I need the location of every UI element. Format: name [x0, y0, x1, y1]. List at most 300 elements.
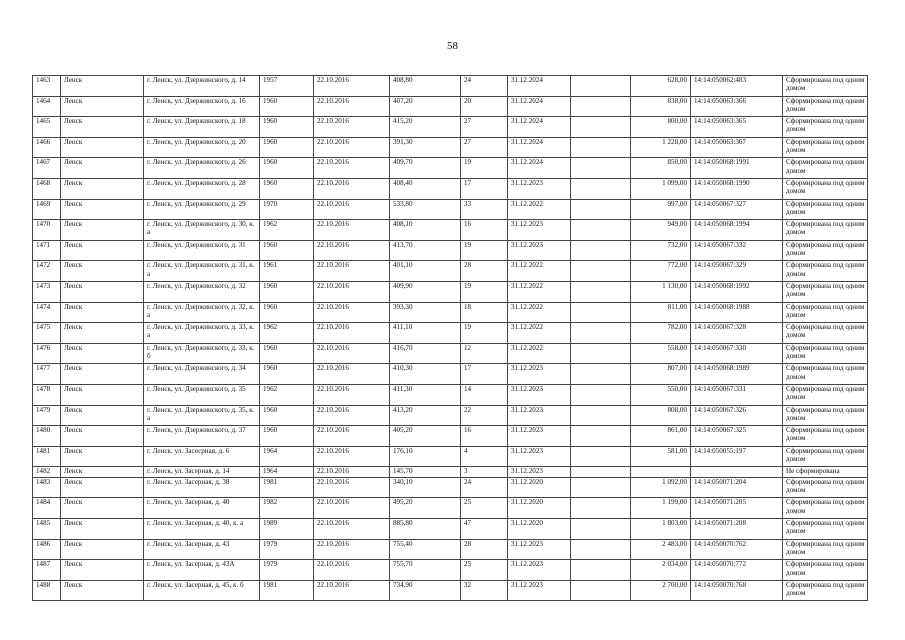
- residents-cell: 33: [461, 199, 508, 220]
- row-number-cell: 1485: [33, 519, 61, 540]
- row-number-cell: 1472: [33, 261, 61, 282]
- residents-cell: 22: [461, 405, 508, 426]
- land-area-cell: 949,00: [631, 220, 691, 241]
- address-cell: г. Ленск, ул. Дзержинского, д. 34: [144, 364, 260, 385]
- land-area-cell: [631, 467, 691, 478]
- deadline-cell: 31.12.2023: [508, 426, 571, 447]
- cadastral-number-cell: 14:14:050067:331: [691, 384, 783, 405]
- table-row: [33, 426, 868, 447]
- build-year-cell: 1960: [260, 302, 314, 323]
- land-status-cell: Сформирована под одним домом: [783, 446, 868, 467]
- city-cell: Ленск: [61, 199, 144, 220]
- city-cell: Ленск: [61, 580, 144, 601]
- area-cell: 495,20: [390, 498, 461, 519]
- cadastral-number-cell: 14:14:050067:327: [691, 199, 783, 220]
- land-area-cell: 2 483,00: [631, 539, 691, 560]
- build-year-cell: 1960: [260, 117, 314, 138]
- build-year-cell: 1960: [260, 343, 314, 364]
- row-number-cell: 1488: [33, 580, 61, 601]
- residents-cell: 28: [461, 539, 508, 560]
- empty-cell: [571, 302, 631, 323]
- empty-cell: [571, 76, 631, 97]
- land-status-cell: Сформирована под одним домом: [783, 96, 868, 117]
- row-number-cell: 1486: [33, 539, 61, 560]
- land-status-cell: Сформирована под одним домом: [783, 539, 868, 560]
- land-area-cell: 1 228,00: [631, 137, 691, 158]
- empty-cell: [571, 364, 631, 385]
- address-cell: г. Ленск, ул. Дзержинского, д. 29: [144, 199, 260, 220]
- area-cell: 755,70: [390, 560, 461, 581]
- table-row: [33, 158, 868, 179]
- city-cell: Ленск: [61, 323, 144, 344]
- residents-cell: 19: [461, 240, 508, 261]
- build-year-cell: 1962: [260, 384, 314, 405]
- cadastral-number-cell: 14:14:050070:772: [691, 560, 783, 581]
- empty-cell: [571, 498, 631, 519]
- residents-cell: 24: [461, 477, 508, 498]
- empty-cell: [571, 158, 631, 179]
- residents-cell: 24: [461, 76, 508, 97]
- table-row: [33, 261, 868, 282]
- inclusion-date-cell: 22.10.2016: [314, 178, 390, 199]
- cadastral-number-cell: 14:14:050063:365: [691, 117, 783, 138]
- residents-cell: 18: [461, 302, 508, 323]
- land-area-cell: 838,00: [631, 96, 691, 117]
- inclusion-date-cell: 22.10.2016: [314, 426, 390, 447]
- deadline-cell: 31.12.2023: [508, 178, 571, 199]
- residents-cell: 4: [461, 446, 508, 467]
- area-cell: 393,30: [390, 302, 461, 323]
- address-cell: г. Ленск, ул. Дзержинского, д. 20: [144, 137, 260, 158]
- table-row: [33, 560, 868, 581]
- land-area-cell: 581,00: [631, 446, 691, 467]
- city-cell: Ленск: [61, 405, 144, 426]
- area-cell: 391,30: [390, 137, 461, 158]
- city-cell: Ленск: [61, 158, 144, 179]
- land-status-cell: Сформирована под одним домом: [783, 519, 868, 540]
- city-cell: Ленск: [61, 343, 144, 364]
- land-status-cell: Сформирована под одним домом: [783, 405, 868, 426]
- inclusion-date-cell: 22.10.2016: [314, 477, 390, 498]
- inclusion-date-cell: 22.10.2016: [314, 384, 390, 405]
- build-year-cell: 1960: [260, 426, 314, 447]
- inclusion-date-cell: 22.10.2016: [314, 539, 390, 560]
- table-row: [33, 539, 868, 560]
- land-status-cell: Сформирована под одним домом: [783, 240, 868, 261]
- land-area-cell: 1 130,00: [631, 281, 691, 302]
- row-number-cell: 1469: [33, 199, 61, 220]
- land-area-cell: 1 099,00: [631, 178, 691, 199]
- address-cell: г. Ленск, ул. Засерная, д. 43А: [144, 560, 260, 581]
- land-status-cell: Сформирована под одним домом: [783, 323, 868, 344]
- deadline-cell: 31.12.2020: [508, 498, 571, 519]
- residents-cell: 12: [461, 343, 508, 364]
- address-cell: г. Ленск, ул. Дзержинского, д. 32: [144, 281, 260, 302]
- build-year-cell: 1970: [260, 199, 314, 220]
- row-number-cell: 1470: [33, 220, 61, 241]
- row-number-cell: 1475: [33, 323, 61, 344]
- deadline-cell: 31.12.2023: [508, 539, 571, 560]
- build-year-cell: 1979: [260, 560, 314, 581]
- area-cell: 409,70: [390, 158, 461, 179]
- row-number-cell: 1487: [33, 560, 61, 581]
- cadastral-number-cell: 14:14:050067:332: [691, 240, 783, 261]
- city-cell: Ленск: [61, 519, 144, 540]
- area-cell: 407,20: [390, 96, 461, 117]
- empty-cell: [571, 323, 631, 344]
- address-cell: г. Ленск, ул. Дзержинского, д. 37: [144, 426, 260, 447]
- empty-cell: [571, 240, 631, 261]
- land-status-cell: Не сформирована: [783, 467, 868, 478]
- cadastral-number-cell: 14:14:050067:328: [691, 323, 783, 344]
- inclusion-date-cell: 22.10.2016: [314, 580, 390, 601]
- area-cell: 401,10: [390, 261, 461, 282]
- address-cell: г. Ленск, ул. Дзержинского, д. 35: [144, 384, 260, 405]
- row-number-cell: 1465: [33, 117, 61, 138]
- table-row: [33, 446, 868, 467]
- area-cell: 410,30: [390, 364, 461, 385]
- land-status-cell: Сформирована под одним домом: [783, 178, 868, 199]
- build-year-cell: 1962: [260, 220, 314, 241]
- inclusion-date-cell: 22.10.2016: [314, 467, 390, 478]
- area-cell: 145,70: [390, 467, 461, 478]
- city-cell: Ленск: [61, 178, 144, 199]
- address-cell: г. Ленск, ул. Дзержинского, д. 33, к. а: [144, 323, 260, 344]
- build-year-cell: 1960: [260, 405, 314, 426]
- empty-cell: [571, 446, 631, 467]
- deadline-cell: 31.12.2023: [508, 560, 571, 581]
- address-cell: г. Ленск, ул. Дзержинского, д. 28: [144, 178, 260, 199]
- land-area-cell: 2 034,00: [631, 560, 691, 581]
- build-year-cell: 1962: [260, 323, 314, 344]
- residents-cell: 19: [461, 158, 508, 179]
- empty-cell: [571, 426, 631, 447]
- row-number-cell: 1481: [33, 446, 61, 467]
- empty-cell: [571, 580, 631, 601]
- build-year-cell: 1961: [260, 261, 314, 282]
- cadastral-number-cell: 14:14:050067:329: [691, 261, 783, 282]
- empty-cell: [571, 405, 631, 426]
- table-row: [33, 302, 868, 323]
- land-status-cell: Сформирована под одним домом: [783, 137, 868, 158]
- row-number-cell: 1479: [33, 405, 61, 426]
- row-number-cell: 1484: [33, 498, 61, 519]
- residents-cell: 28: [461, 261, 508, 282]
- area-cell: 755,40: [390, 539, 461, 560]
- inclusion-date-cell: 22.10.2016: [314, 446, 390, 467]
- cadastral-number-cell: 14:14:050068:1994: [691, 220, 783, 241]
- row-number-cell: 1483: [33, 477, 61, 498]
- inclusion-date-cell: 22.10.2016: [314, 302, 390, 323]
- address-cell: г. Ленск, ул. Засерная, д. 38: [144, 477, 260, 498]
- deadline-cell: 31.12.2023: [508, 364, 571, 385]
- table-row: [33, 405, 868, 426]
- row-number-cell: 1463: [33, 76, 61, 97]
- land-area-cell: 732,00: [631, 240, 691, 261]
- deadline-cell: 31.12.2020: [508, 519, 571, 540]
- city-cell: Ленск: [61, 539, 144, 560]
- cadastral-number-cell: 14:14:050068:1988: [691, 302, 783, 323]
- area-cell: 408,80: [390, 76, 461, 97]
- deadline-cell: 31.12.2022: [508, 261, 571, 282]
- build-year-cell: 1964: [260, 446, 314, 467]
- land-area-cell: 782,00: [631, 323, 691, 344]
- city-cell: Ленск: [61, 560, 144, 581]
- cadastral-number-cell: 14:14:050070:768: [691, 580, 783, 601]
- address-cell: г. Ленск, ул. Засерная, д. 40, к. а: [144, 519, 260, 540]
- cadastral-number-cell: 14:14:050067:325: [691, 426, 783, 447]
- empty-cell: [571, 467, 631, 478]
- city-cell: Ленск: [61, 477, 144, 498]
- land-area-cell: 628,00: [631, 76, 691, 97]
- empty-cell: [571, 519, 631, 540]
- residents-cell: 17: [461, 364, 508, 385]
- residents-cell: 16: [461, 220, 508, 241]
- deadline-cell: 31.12.2023: [508, 467, 571, 478]
- cadastral-number-cell: 14:14:050071:208: [691, 519, 783, 540]
- area-cell: 405,20: [390, 426, 461, 447]
- land-area-cell: 1 092,00: [631, 477, 691, 498]
- row-number-cell: 1468: [33, 178, 61, 199]
- table-row: [33, 220, 868, 241]
- inclusion-date-cell: 22.10.2016: [314, 240, 390, 261]
- city-cell: Ленск: [61, 384, 144, 405]
- empty-cell: [571, 539, 631, 560]
- residents-cell: 20: [461, 96, 508, 117]
- residents-cell: 27: [461, 117, 508, 138]
- row-number-cell: 1480: [33, 426, 61, 447]
- cadastral-number-cell: 14:14:050062:483: [691, 76, 783, 97]
- table-row: [33, 178, 868, 199]
- cadastral-number-cell: 14:14:050071:204: [691, 477, 783, 498]
- area-cell: 411,10: [390, 323, 461, 344]
- land-status-cell: Сформирована под одним домом: [783, 261, 868, 282]
- land-status-cell: Сформирована под одним домом: [783, 158, 868, 179]
- cadastral-number-cell: 14:14:050067:326: [691, 405, 783, 426]
- address-cell: г. Ленск, ул. Дзержинского, д. 32, к. а: [144, 302, 260, 323]
- deadline-cell: 31.12.2024: [508, 158, 571, 179]
- area-cell: 411,30: [390, 384, 461, 405]
- cadastral-number-cell: 14:14:050070:762: [691, 539, 783, 560]
- build-year-cell: 1960: [260, 240, 314, 261]
- address-cell: г. Ленск, ул. Дзержинского, д. 35, к. а: [144, 405, 260, 426]
- build-year-cell: 1960: [260, 137, 314, 158]
- table-row: [33, 498, 868, 519]
- build-year-cell: 1960: [260, 178, 314, 199]
- area-cell: 340,10: [390, 477, 461, 498]
- address-cell: г. Ленск, ул. Засерная, д. 45, к. б: [144, 580, 260, 601]
- land-area-cell: 2 700,00: [631, 580, 691, 601]
- deadline-cell: 31.12.2023: [508, 384, 571, 405]
- land-area-cell: 861,00: [631, 426, 691, 447]
- cadastral-number-cell: 14:14:050063:367: [691, 137, 783, 158]
- deadline-cell: 31.12.2023: [508, 580, 571, 601]
- city-cell: Ленск: [61, 240, 144, 261]
- inclusion-date-cell: 22.10.2016: [314, 519, 390, 540]
- residents-cell: 25: [461, 560, 508, 581]
- city-cell: Ленск: [61, 467, 144, 478]
- city-cell: Ленск: [61, 426, 144, 447]
- city-cell: Ленск: [61, 261, 144, 282]
- deadline-cell: 31.12.2023: [508, 220, 571, 241]
- inclusion-date-cell: 22.10.2016: [314, 199, 390, 220]
- inclusion-date-cell: 22.10.2016: [314, 405, 390, 426]
- table-row: [33, 343, 868, 364]
- address-cell: г. Ленск, ул. Дзержинского, д. 16: [144, 96, 260, 117]
- residents-cell: 19: [461, 323, 508, 344]
- land-area-cell: 811,00: [631, 302, 691, 323]
- land-status-cell: Сформирована под одним домом: [783, 117, 868, 138]
- cadastral-number-cell: 14:14:050063:366: [691, 96, 783, 117]
- land-area-cell: 997,00: [631, 199, 691, 220]
- land-status-cell: Сформирована под одним домом: [783, 477, 868, 498]
- address-cell: г. Ленск, ул. Дзержинского, д. 26: [144, 158, 260, 179]
- address-cell: г. Ленск, ул. Дзержинского, д. 18: [144, 117, 260, 138]
- area-cell: 413,70: [390, 240, 461, 261]
- deadline-cell: 31.12.2024: [508, 137, 571, 158]
- build-year-cell: 1982: [260, 498, 314, 519]
- deadline-cell: 31.12.2024: [508, 117, 571, 138]
- empty-cell: [571, 220, 631, 241]
- empty-cell: [571, 178, 631, 199]
- table-row: [33, 199, 868, 220]
- cadastral-number-cell: [691, 467, 783, 478]
- table-row: [33, 323, 868, 344]
- table-row: [33, 364, 868, 385]
- row-number-cell: 1482: [33, 467, 61, 478]
- empty-cell: [571, 261, 631, 282]
- inclusion-date-cell: 22.10.2016: [314, 117, 390, 138]
- deadline-cell: 31.12.2022: [508, 343, 571, 364]
- empty-cell: [571, 117, 631, 138]
- residents-cell: 47: [461, 519, 508, 540]
- area-cell: 885,80: [390, 519, 461, 540]
- cadastral-number-cell: 14:14:050068:1991: [691, 158, 783, 179]
- area-cell: 533,80: [390, 199, 461, 220]
- table-row: [33, 467, 868, 478]
- cadastral-number-cell: 14:14:050071:205: [691, 498, 783, 519]
- city-cell: Ленск: [61, 364, 144, 385]
- inclusion-date-cell: 22.10.2016: [314, 261, 390, 282]
- land-area-cell: 1 803,00: [631, 519, 691, 540]
- cadastral-number-cell: 14:14:050068:1990: [691, 178, 783, 199]
- residents-cell: 17: [461, 178, 508, 199]
- land-area-cell: 807,00: [631, 364, 691, 385]
- deadline-cell: 31.12.2023: [508, 240, 571, 261]
- address-cell: г. Ленск, ул. Засерная, д. 40: [144, 498, 260, 519]
- land-status-cell: Сформирована под одним домом: [783, 199, 868, 220]
- build-year-cell: 1979: [260, 539, 314, 560]
- deadline-cell: 31.12.2023: [508, 446, 571, 467]
- area-cell: 408,40: [390, 178, 461, 199]
- address-cell: г. Ленск, ул. Дзержинского, д. 31: [144, 240, 260, 261]
- table-row: [33, 580, 868, 601]
- land-status-cell: Сформирована под одним домом: [783, 220, 868, 241]
- address-cell: г. Ленск, ул. Дзержинского, д. 31, к. а: [144, 261, 260, 282]
- build-year-cell: 1960: [260, 281, 314, 302]
- address-cell: г. Ленск, ул. Дзержинского, д. 14: [144, 76, 260, 97]
- row-number-cell: 1467: [33, 158, 61, 179]
- table-row: [33, 281, 868, 302]
- table-row: [33, 240, 868, 261]
- row-number-cell: 1471: [33, 240, 61, 261]
- empty-cell: [571, 96, 631, 117]
- page-number: 58: [447, 40, 458, 52]
- address-cell: г. Ленск, ул. Засесрная, д. 6: [144, 446, 260, 467]
- residents-cell: 3: [461, 467, 508, 478]
- cadastral-number-cell: 14:14:050067:330: [691, 343, 783, 364]
- land-status-cell: Сформирована под одним домом: [783, 384, 868, 405]
- empty-cell: [571, 199, 631, 220]
- build-year-cell: 1960: [260, 364, 314, 385]
- deadline-cell: 31.12.2022: [508, 323, 571, 344]
- cadastral-number-cell: 14:14:050068:1989: [691, 364, 783, 385]
- inclusion-date-cell: 22.10.2016: [314, 498, 390, 519]
- row-number-cell: 1464: [33, 96, 61, 117]
- row-number-cell: 1466: [33, 137, 61, 158]
- inclusion-date-cell: 22.10.2016: [314, 220, 390, 241]
- land-status-cell: Сформирована под одним домом: [783, 580, 868, 601]
- cadastral-number-cell: 14:14:050068:1992: [691, 281, 783, 302]
- address-cell: г. Ленск, ул. Дзержинского, д. 30, к. а: [144, 220, 260, 241]
- city-cell: Ленск: [61, 220, 144, 241]
- land-status-cell: Сформирована под одним домом: [783, 302, 868, 323]
- address-cell: г. Ленск, ул. Засерная, д. 14: [144, 467, 260, 478]
- row-number-cell: 1477: [33, 364, 61, 385]
- deadline-cell: 31.12.2022: [508, 199, 571, 220]
- cadastral-number-cell: 14:14:050055:197: [691, 446, 783, 467]
- residents-cell: 19: [461, 281, 508, 302]
- inclusion-date-cell: 22.10.2016: [314, 281, 390, 302]
- city-cell: Ленск: [61, 117, 144, 138]
- residents-cell: 32: [461, 580, 508, 601]
- residents-cell: 14: [461, 384, 508, 405]
- deadline-cell: 31.12.2024: [508, 96, 571, 117]
- city-cell: Ленск: [61, 302, 144, 323]
- inclusion-date-cell: 22.10.2016: [314, 343, 390, 364]
- inclusion-date-cell: 22.10.2016: [314, 137, 390, 158]
- land-status-cell: Сформирована под одним домом: [783, 76, 868, 97]
- address-cell: г. Ленск, ул. Засерная, д. 43: [144, 539, 260, 560]
- inclusion-date-cell: 22.10.2016: [314, 76, 390, 97]
- empty-cell: [571, 560, 631, 581]
- land-area-cell: 1 199,00: [631, 498, 691, 519]
- area-cell: 415,20: [390, 117, 461, 138]
- land-status-cell: Сформирована под одним домом: [783, 426, 868, 447]
- deadline-cell: 31.12.2022: [508, 281, 571, 302]
- table-row: [33, 96, 868, 117]
- inclusion-date-cell: 22.10.2016: [314, 323, 390, 344]
- table-row: [33, 519, 868, 540]
- land-area-cell: 550,00: [631, 384, 691, 405]
- deadline-cell: 31.12.2022: [508, 302, 571, 323]
- residents-cell: 25: [461, 498, 508, 519]
- land-status-cell: Сформирована под одним домом: [783, 281, 868, 302]
- build-year-cell: 1981: [260, 580, 314, 601]
- row-number-cell: 1476: [33, 343, 61, 364]
- city-cell: Ленск: [61, 281, 144, 302]
- deadline-cell: 31.12.2020: [508, 477, 571, 498]
- land-area-cell: 800,00: [631, 117, 691, 138]
- inclusion-date-cell: 22.10.2016: [314, 364, 390, 385]
- area-cell: 408,10: [390, 220, 461, 241]
- table-row: [33, 76, 868, 97]
- row-number-cell: 1478: [33, 384, 61, 405]
- area-cell: 734,90: [390, 580, 461, 601]
- empty-cell: [571, 384, 631, 405]
- land-area-cell: 808,00: [631, 405, 691, 426]
- build-year-cell: 1960: [260, 158, 314, 179]
